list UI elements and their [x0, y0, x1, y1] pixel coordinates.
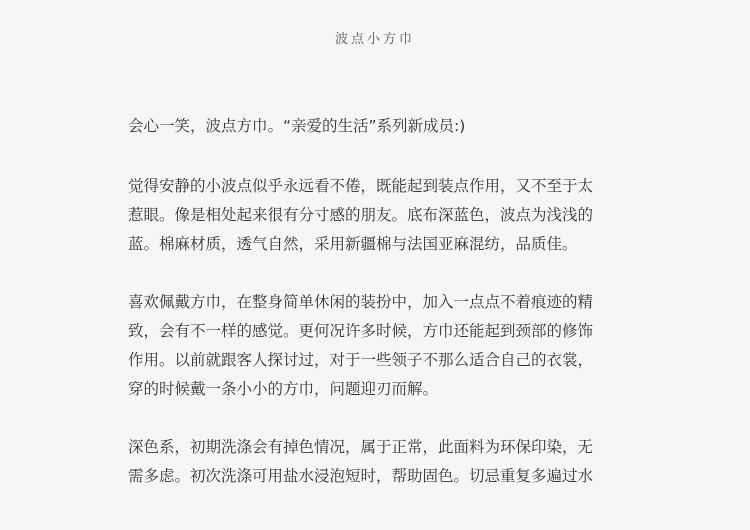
styling-paragraph	[128, 288, 628, 404]
page-title: 波点小方巾	[334, 32, 415, 47]
paragraph-line: 深色系，初期洗涤会有掉色情况，属于正常，此面料为环保印染，无	[128, 438, 594, 456]
intro-paragraph	[128, 112, 628, 141]
paragraph-line: 惹眼。像是相处起来很有分寸感的朋友。底布深蓝色，波点为浅浅的	[128, 206, 594, 224]
paragraph-line: 穿的时候戴一条小小的方巾，问题迎刃而解。	[128, 380, 439, 398]
paragraph-line: 致，会有不一样的感觉。更何况许多时候，方巾还能起到颈部的修饰	[128, 322, 594, 340]
paragraph-line: 会心一笑，波点方巾。“亲爱的生活”系列新成员:)	[128, 117, 466, 135]
paragraph-line: 觉得安静的小波点似乎永远看不倦，既能起到装点作用，又不至于太	[128, 177, 594, 195]
paragraph-line: 喜欢佩戴方巾，在整身简单休闲的装扮中，加入一点点不着痕迹的精	[128, 293, 594, 311]
paragraph-line: 蓝。棉麻材质，透气自然，采用新疆棉与法国亚麻混纺，品质佳。	[128, 235, 578, 253]
paragraph-line: 需多虑。初次洗涤可用盐水浸泡短时，帮助固色。切忌重复多遍过水	[128, 467, 594, 485]
polka-dot-description-paragraph	[128, 172, 628, 259]
paragraph-line: 作用。以前就跟客人探讨过，对于一些领子不那么适合自己的衣裳，	[128, 351, 594, 369]
care-instructions-paragraph	[128, 433, 628, 491]
description-body	[128, 112, 628, 520]
